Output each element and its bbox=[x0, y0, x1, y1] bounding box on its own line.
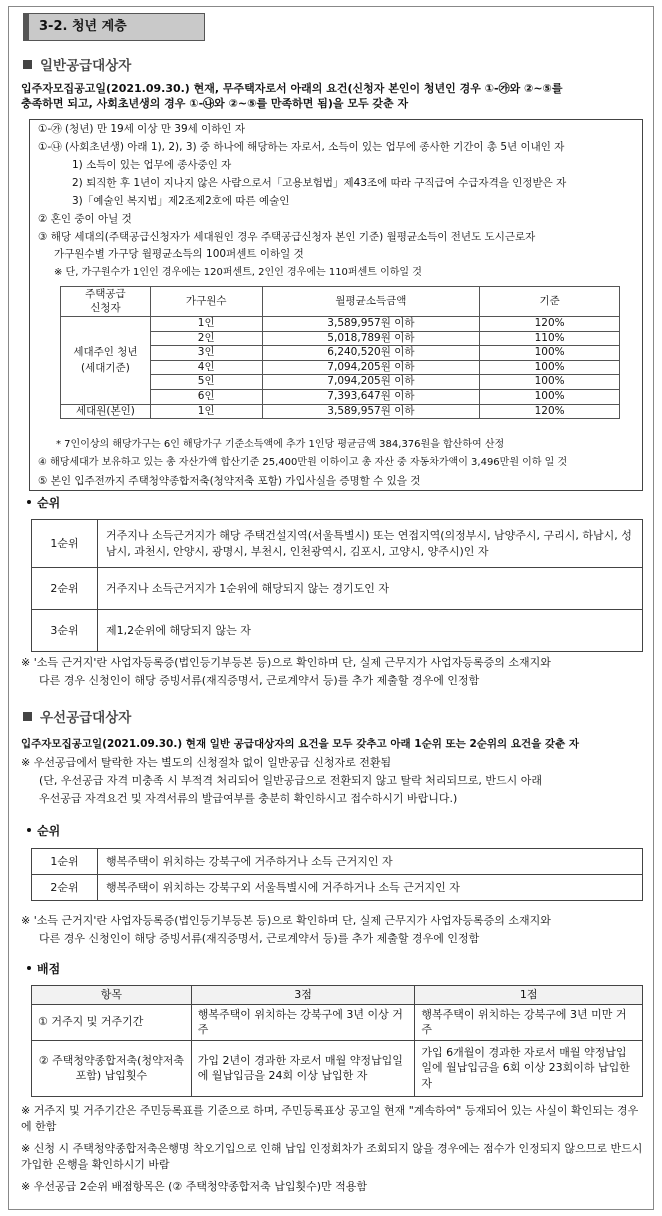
general-rank-label-text: 순위 bbox=[37, 496, 61, 510]
req-income: ③ 해당 세대의(주택공급신청자가 세대원인 경우 주택공급신청자 본인 기준) 월평균소득이 전년도 도시근로자 bbox=[38, 231, 536, 243]
priority-rank-label-text: 순위 bbox=[37, 824, 61, 838]
income-row-amt: 3,589,957원 이하 bbox=[262, 404, 480, 419]
score-label-text: 배점 bbox=[37, 962, 61, 976]
income-row-n: 1인 bbox=[150, 404, 262, 419]
score-3pt: 행복주택이 위치하는 강북구에 3년 이상 거주 bbox=[191, 1004, 415, 1040]
general-intro-2: 충족하면 되고, 사회초년생의 경우 ①-㉯와 ②~⑤를 만족하면 됨)을 모두 갖춘 자 bbox=[21, 97, 409, 110]
end-note-2: ※ 신청 시 주택청약종합저축은행명 착오기입으로 인해 납입 인정회차가 조회되지 않을 경우에는 점수가 인정되지 않으므로 반드시 가입한 은행을 확인하시기 바람 bbox=[21, 1142, 643, 1171]
income-row-amt: 5,018,789원 이하 bbox=[262, 331, 480, 346]
end-note-3: ※ 우선공급 2순위 배점항목은 (② 주택청약종합저축 납입횟수)만 적용함 bbox=[21, 1180, 368, 1193]
req-income-2: 가구원수별 가구당 월평균소득의 100퍼센트 이하일 것 bbox=[54, 248, 304, 260]
income-row-n: 1인 bbox=[150, 317, 262, 332]
income-col-household: 가구원수 bbox=[150, 287, 262, 317]
rank-key: 2순위 bbox=[32, 875, 98, 901]
income-row-std: 120% bbox=[480, 404, 620, 419]
rank-key: 1순위 bbox=[32, 520, 98, 568]
req-newcomer-2: 2) 퇴직한 후 1년이 지나지 않은 사람으로서「고용보험법」제43조에 따라 구직급여 수급자격을 인정받은 자 bbox=[72, 177, 567, 189]
income-row-amt: 6,240,520원 이하 bbox=[262, 346, 480, 361]
score-table bbox=[31, 985, 643, 1097]
score-label bbox=[27, 961, 60, 978]
income-col-applicant: 주택공급 신청자 bbox=[61, 287, 151, 317]
score-item: ① 거주지 및 거주기간 bbox=[32, 1004, 192, 1040]
end-note-1: ※ 거주지 및 거주기간은 주민등록표를 기준으로 하며, 주민등록표상 공고일 현재 "계속하여" 등재되어 있는 사실이 확인되는 경우에 한함 bbox=[21, 1104, 639, 1133]
priority-line-1: ※ 우선공급에서 탈락한 자는 별도의 신청절차 없이 일반공급 신청자로 전환됨 bbox=[21, 756, 392, 769]
bullet-dot-icon bbox=[27, 500, 31, 504]
income-row-amt: 3,589,957원 이하 bbox=[262, 317, 480, 332]
score-3pt: 가입 2년이 경과한 자로서 매월 약정납입일에 월납입금을 24회 이상 납입한 자 bbox=[191, 1040, 415, 1096]
priority-rank-table bbox=[31, 848, 643, 901]
section-title: 3-2. 청년 계층 bbox=[23, 13, 205, 41]
score-item: ② 주택청약종합저축(청약저축 포함) 납입횟수 bbox=[32, 1040, 192, 1096]
rank-key: 1순위 bbox=[32, 849, 98, 875]
income-row-std: 100% bbox=[480, 375, 620, 390]
req-youth: ①-㉮ (청년) 만 19세 이상 만 39세 이하인 자 bbox=[38, 123, 246, 135]
income-row-n: 2인 bbox=[150, 331, 262, 346]
priority-line-3: 우선공급 자격요건 및 자격서류의 발급여부를 충분히 확인하시고 접수하시기 바랍니다.) bbox=[39, 792, 458, 805]
income-row-std: 100% bbox=[480, 346, 620, 361]
income-col-amount: 월평균소득금액 bbox=[262, 287, 480, 317]
income-row-std: 120% bbox=[480, 317, 620, 332]
bullet-dot-icon bbox=[27, 828, 31, 832]
bullet-dot-icon bbox=[27, 966, 31, 970]
income-row-std: 100% bbox=[480, 389, 620, 404]
priority-rank-label bbox=[27, 823, 60, 840]
square-bullet-icon bbox=[23, 60, 32, 69]
score-1pt: 행복주택이 위치하는 강북구에 3년 미만 거주 bbox=[415, 1004, 643, 1040]
req-newcomer-1: 1) 소득이 있는 업무에 종사중인 자 bbox=[72, 159, 232, 171]
income-row-amt: 7,094,205원 이하 bbox=[262, 360, 480, 375]
rank-key: 2순위 bbox=[32, 568, 98, 610]
priority-note-1: ※ '소득 근거지'란 사업자등록증(법인등기부등본 등)으로 확인하며 단, 실제 근무지가 사업자등록증의 소재지와 bbox=[21, 914, 551, 927]
score-col-1: 1점 bbox=[415, 986, 643, 1005]
req-7plus-note: * 7인이상의 해당가구는 6인 해당가구 기준소득액에 추가 1인당 평균금액 384,376원을 합산하여 산정 bbox=[56, 439, 505, 450]
general-heading bbox=[23, 57, 131, 77]
score-1pt: 가입 6개월이 경과한 자로서 매월 약정납입일에 월납입금을 6회 이상 23회이하 납입한 자 bbox=[415, 1040, 643, 1096]
priority-heading bbox=[23, 709, 131, 729]
rank-value: 행복주택이 위치하는 강북구외 서울특별시에 거주하거나 소득 근거지인 자 bbox=[98, 875, 643, 901]
income-group2-head: 세대원(본인) bbox=[61, 404, 151, 419]
general-note-1: ※ '소득 근거지'란 사업자등록증(법인등기부등본 등)으로 확인하며 단, 실제 근무지가 사업자등록증의 소재지와 bbox=[21, 656, 551, 669]
requirements-box bbox=[29, 119, 643, 491]
general-heading-text: 일반공급대상자 bbox=[40, 58, 132, 74]
income-row-amt: 7,393,647원 이하 bbox=[262, 389, 480, 404]
req-unmarried: ② 혼인 중이 아닐 것 bbox=[38, 213, 132, 225]
income-row-n: 5인 bbox=[150, 375, 262, 390]
income-row-n: 4인 bbox=[150, 360, 262, 375]
rank-value: 거주지나 소득근거지가 해당 주택건설지역(서울특별시) 또는 연접지역(의정부시, 남양주시, 구리시, 하남시, 성남시, 과천시, 안양시, 광명시, 부천시, 인천광역시, 김포시, 고양시, 양주시)인 자 bbox=[98, 520, 643, 568]
rank-value: 거주지나 소득근거지가 1순위에 해당되지 않는 경기도인 자 bbox=[98, 568, 643, 610]
req-savings: ⑤ 본인 입주전까지 주택청약종합저축(청약저축 포함) 가입사실을 증명할 수 있을 것 bbox=[38, 475, 421, 487]
general-rank-table bbox=[31, 519, 643, 652]
income-row-std: 100% bbox=[480, 360, 620, 375]
income-row-n: 6인 bbox=[150, 389, 262, 404]
rank-value: 행복주택이 위치하는 강북구에 거주하거나 소득 근거지인 자 bbox=[98, 849, 643, 875]
income-col-standard: 기준 bbox=[480, 287, 620, 317]
req-newcomer-3: 3)「예술인 복지법」제2조제2호에 따른 예술인 bbox=[72, 195, 290, 207]
priority-heading-text: 우선공급대상자 bbox=[40, 710, 132, 726]
income-row-amt: 7,094,205원 이하 bbox=[262, 375, 480, 390]
req-assets: ④ 해당세대가 보유하고 있는 총 자산가액 합산기준 25,400만원 이하이고 총 자산 중 자동차가액이 3,496만원 이하 일 것 bbox=[38, 457, 568, 468]
req-newcomer: ①-㉯ (사회초년생) 아래 1), 2), 3) 중 하나에 해당하는 자로서, 소득이 있는 업무에 종사한 기간이 총 5년 이내인 자 bbox=[38, 141, 565, 153]
score-col-3: 3점 bbox=[191, 986, 415, 1005]
income-row-std: 110% bbox=[480, 331, 620, 346]
rank-key: 3순위 bbox=[32, 610, 98, 652]
general-note-2: 다른 경우 신청인이 해당 증빙서류(재직증명서, 근로계약서 등)를 추가 제출할 경우에 인정함 bbox=[39, 674, 480, 687]
score-col-item: 항목 bbox=[32, 986, 192, 1005]
general-intro-1: 입주자모집공고일(2021.09.30.) 현재, 무주택자로서 아래의 요건(신청자 본인이 청년인 경우 ①-㉮와 ②~⑤를 bbox=[21, 82, 563, 95]
priority-intro: 입주자모집공고일(2021.09.30.) 현재 일반 공급대상자의 요건을 모두 갖추고 아래 1순위 또는 2순위의 요건을 갖춘 자 bbox=[21, 738, 580, 750]
income-table bbox=[60, 286, 620, 419]
income-row-n: 3인 bbox=[150, 346, 262, 361]
req-income-note: ※ 단, 가구원수가 1인인 경우에는 120퍼센트, 2인인 경우에는 110퍼센트 이하일 것 bbox=[54, 267, 422, 278]
priority-line-2: (단, 우선공급 자격 미충족 시 부적격 처리되어 일반공급으로 전환되지 않고 탈락 처리되므로, 반드시 아래 bbox=[39, 774, 543, 787]
square-bullet-icon bbox=[23, 712, 32, 721]
rank-value: 제1,2순위에 해당되지 않는 자 bbox=[98, 610, 643, 652]
priority-note-2: 다른 경우 신청인이 해당 증빙서류(재직증명서, 근로계약서 등)를 추가 제출할 경우에 인정함 bbox=[39, 932, 480, 945]
document-page bbox=[8, 6, 654, 1210]
income-group-head: 세대주인 청년 (세대기준) bbox=[61, 317, 151, 405]
general-rank-label bbox=[27, 495, 60, 512]
